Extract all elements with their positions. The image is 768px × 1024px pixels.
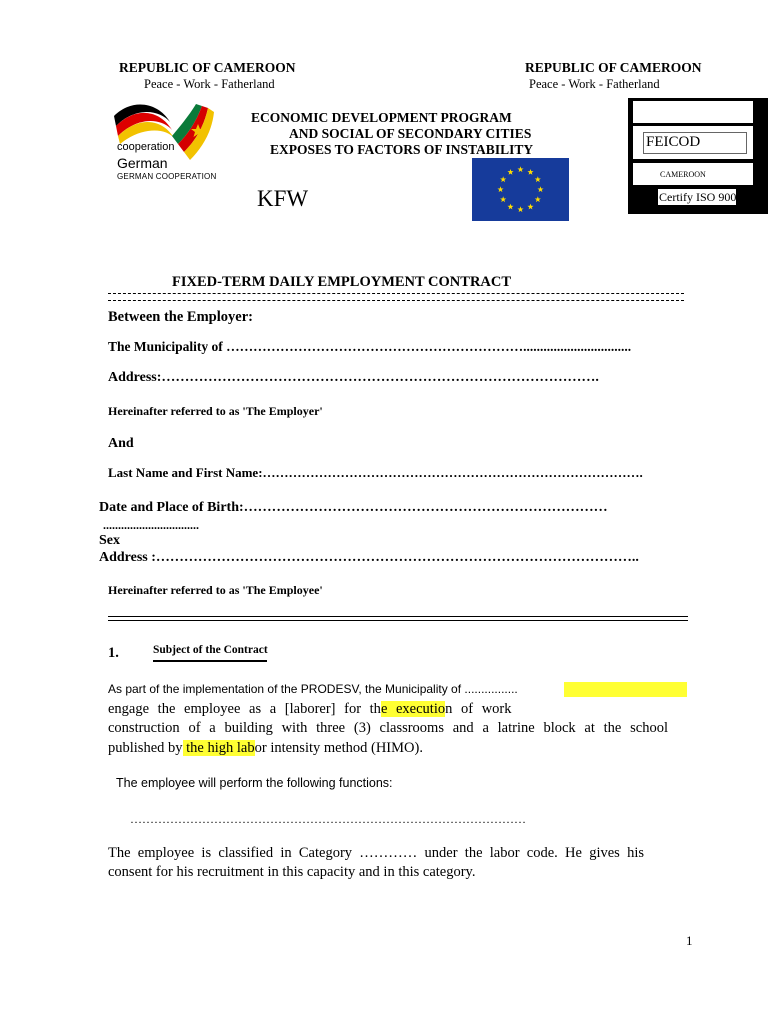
- coop-logo-line3: GERMAN COOPERATION: [117, 172, 217, 181]
- left-motto: Peace - Work - Fatherland: [144, 77, 275, 91]
- iso-cert-label: Certify ISO 900: [659, 190, 737, 204]
- program-title-line2: AND SOCIAL OF SECONDARY CITIES: [289, 126, 532, 141]
- program-title-line1: ECONOMIC DEVELOPMENT PROGRAM: [251, 110, 512, 125]
- right-motto: Peace - Work - Fatherland: [529, 77, 660, 91]
- highlighted-blank: [564, 682, 687, 697]
- kfw-label: KFW: [257, 186, 309, 211]
- double-line-divider: [108, 616, 688, 621]
- highlighted-text: the high lab: [182, 740, 255, 756]
- municipality-field: The Municipality of …………………………………………………………................................: [108, 339, 632, 354]
- coop-logo-line1: cooperation: [117, 141, 175, 153]
- contract-title: FIXED-TERM DAILY EMPLOYMENT CONTRACT: [172, 274, 512, 290]
- employer-reference: Hereinafter referred to as 'The Employer': [108, 404, 323, 418]
- text-run: published by: [108, 740, 183, 756]
- text-run: engage the employee as a [laborer] for th: [108, 701, 381, 717]
- section-title: Subject of the Contract: [153, 644, 268, 656]
- employee-name-field: Last Name and First Name:…………………………………………………………………………….: [108, 465, 643, 480]
- eu-flag-icon: [472, 158, 569, 221]
- right-republic-heading: REPUBLIC OF CAMEROON: [525, 60, 702, 75]
- birth-date-place-field: Date and Place of Birth:……………………………………………………………………: [99, 500, 608, 515]
- subject-line-4: [108, 740, 423, 757]
- feicod-name: FEICOD: [646, 134, 701, 150]
- page-number: 1: [686, 933, 693, 948]
- between-employer-heading: Between the Employer:: [108, 309, 253, 325]
- functions-intro: The employee will perform the following functions:: [116, 776, 393, 790]
- program-title-line3: EXPOSES TO FACTORS OF INSTABILITY: [270, 142, 534, 157]
- text-run: n of work: [445, 701, 512, 717]
- double-dashed-divider: [108, 293, 684, 301]
- employer-address-field: Address:………………………………………………………………………………….: [108, 370, 599, 385]
- category-line-2: consent for his recruitment in this capacity and in this category.: [108, 864, 476, 880]
- category-line-1: The employee is classified in Category ………… under the labor code. He gives his: [108, 845, 644, 861]
- employee-reference: Hereinafter referred to as 'The Employee': [108, 583, 323, 597]
- section-title-underline: [153, 660, 267, 662]
- functions-blank-line: ………………………………………………………………………………………: [130, 812, 526, 826]
- text-run: or intensity method (HIMO).: [254, 740, 423, 756]
- feicod-country: CAMEROON: [660, 170, 706, 179]
- birth-dots-continuation: ................................: [103, 518, 199, 532]
- left-republic-heading: REPUBLIC OF CAMEROON: [119, 60, 296, 75]
- sex-field: Sex: [99, 533, 120, 548]
- feicod-logo-panel: [633, 101, 753, 123]
- subject-line-3: construction of a building with three (3) classrooms and a latrine block at the school: [108, 720, 668, 736]
- and-heading: And: [108, 436, 134, 451]
- subject-intro-line: As part of the implementation of the PRODESV, the Municipality of ................: [108, 682, 518, 696]
- section-number: 1.: [108, 645, 119, 661]
- highlighted-text: e executio: [380, 701, 446, 717]
- subject-line-2: [108, 701, 512, 718]
- employee-address-field: Address :…………………………………………………………………………………………..: [99, 550, 639, 565]
- coop-logo-line2: German: [117, 155, 168, 171]
